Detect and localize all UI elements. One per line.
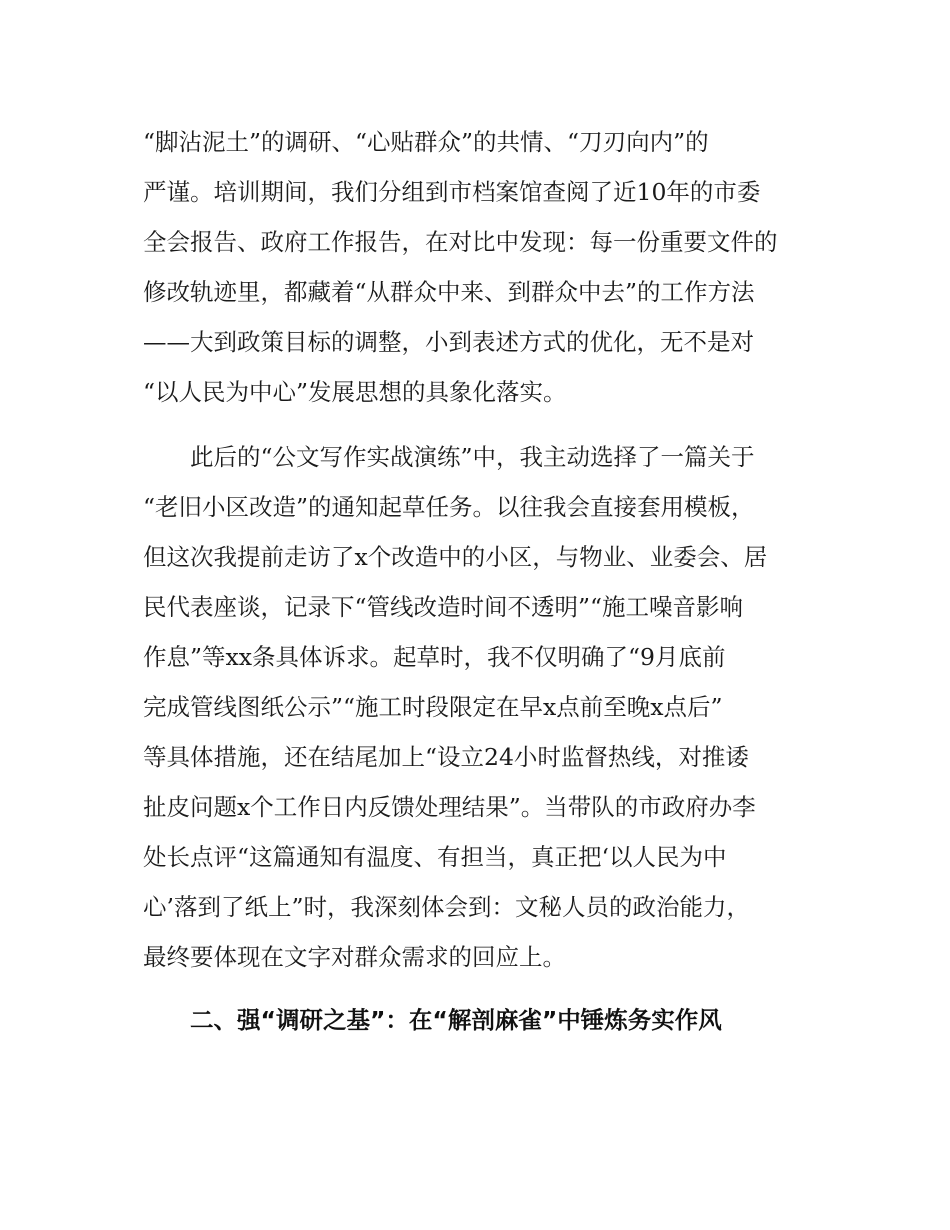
paragraph-2-line-10: 心’落到了纸上”时，我深刻体会到：文秘人员的政治能力，	[143, 893, 750, 921]
paragraph-2-line-4: 民代表座谈，记录下“管线改造时间不透明”“施工噪音影响	[143, 593, 744, 621]
paragraph-2-line-5: 作息”等xx条具体诉求。起草时，我不仅明确了“9月底前	[143, 643, 726, 671]
paragraph-2-line-7: 等具体措施，还在结尾加上“设立24小时监督热线，对推诿	[143, 743, 749, 771]
paragraph-2-line-3: 但这次我提前走访了x个改造中的小区，与物业、业委会、居	[143, 543, 768, 571]
paragraph-2-line-2: “老旧小区改造”的通知起草任务。以往我会直接套用模板，	[143, 493, 755, 521]
paragraph-2-line-9: 处长点评“这篇通知有温度、有担当，真正把‘以人民为中	[143, 843, 727, 871]
paragraph-1-line-1: “脚沾泥土”的调研、“心贴群众”的共情、“刀刃向内”的	[143, 128, 709, 156]
paragraph-1-line-2: 严谨。培训期间，我们分组到市档案馆查阅了近10年的市委	[143, 178, 761, 206]
paragraph-2-line-1: 此后的“公文写作实战演练”中，我主动选择了一篇关于	[190, 443, 755, 471]
paragraph-1-line-5: ——大到政策目标的调整，小到表述方式的优化，无不是对	[143, 328, 754, 356]
paragraph-2-line-8: 扯皮问题x个工作日内反馈处理结果”。当带队的市政府办李	[143, 793, 756, 821]
paragraph-2-line-11: 最终要体现在文字对群众需求的回应上。	[143, 943, 566, 971]
paragraph-1-line-6: “以人民为中心”发展思想的具象化落实。	[143, 378, 567, 406]
paragraph-2-line-6: 完成管线图纸公示”“施工时段限定在早x点前至晚x点后”	[143, 693, 723, 721]
section-heading: 二、强“调研之基”：在“解剖麻雀”中锤炼务实作风	[190, 1006, 722, 1034]
paragraph-1-line-3: 全会报告、政府工作报告，在对比中发现：每一份重要文件的	[143, 228, 778, 256]
paragraph-1-line-4: 修改轨迹里，都藏着“从群众中来、到群众中去”的工作方法	[143, 278, 755, 306]
